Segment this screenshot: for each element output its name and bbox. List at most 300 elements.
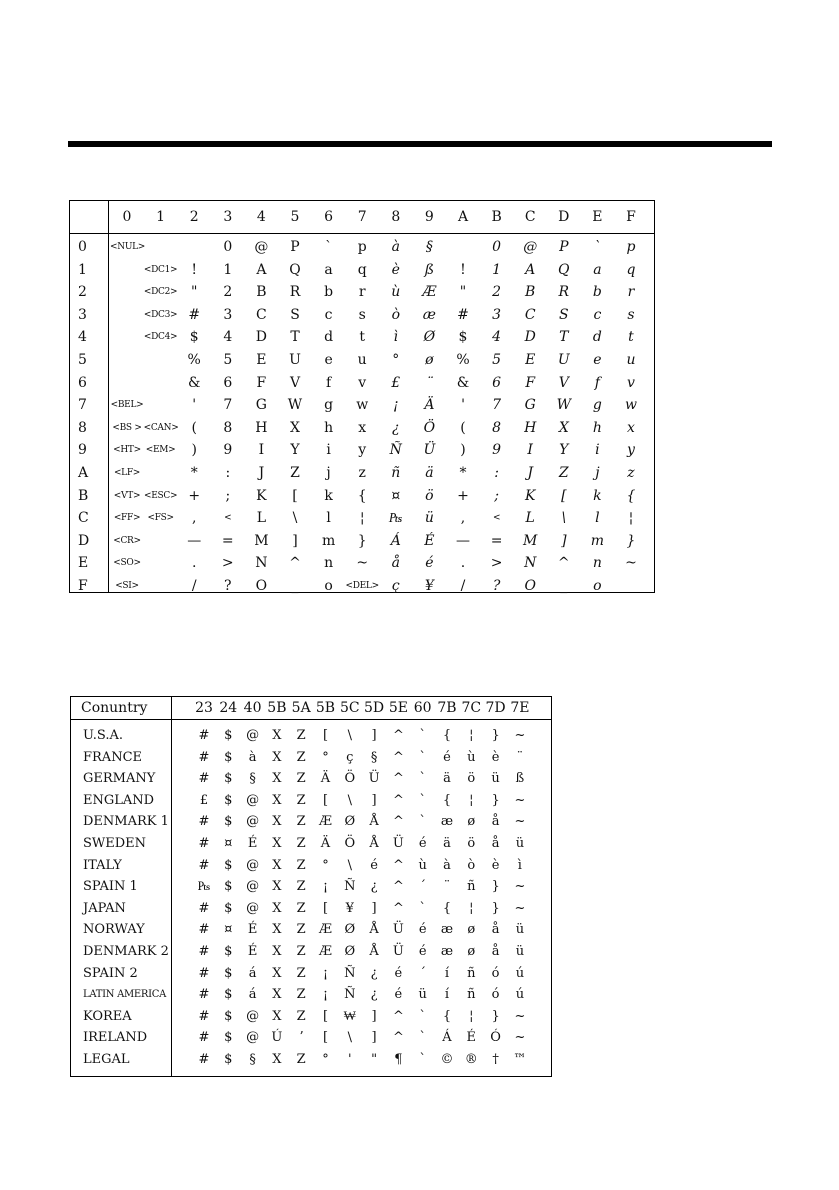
code-cell: , <box>191 510 197 527</box>
charset-cell: $ <box>224 814 233 830</box>
code-cell: Y <box>559 442 569 459</box>
charset-cell: ù <box>467 749 476 765</box>
code-cell: ì <box>393 329 399 346</box>
code-cell: D <box>524 329 536 346</box>
charset-cell: ¦ <box>469 792 474 808</box>
code-cell: m <box>321 532 336 549</box>
code-cell: & <box>456 374 470 391</box>
charset-cell: é <box>394 965 403 981</box>
code-cell: <LF> <box>113 468 141 478</box>
charset-cell: X <box>272 792 282 808</box>
row-header: 0 <box>78 239 87 255</box>
charset-cell: § <box>249 1052 256 1067</box>
row-header: 1 <box>78 261 87 278</box>
code-cell: # <box>457 306 469 323</box>
code-cell: ^ <box>557 555 570 572</box>
charset-cell: É <box>247 922 258 938</box>
charset-cell: Ü <box>392 836 404 851</box>
code-cell: ` <box>593 239 601 255</box>
charset-cell: Ü <box>368 771 380 787</box>
code-cell: = <box>221 532 234 549</box>
charset-cell: $ <box>224 965 233 981</box>
charset-cell: § <box>370 749 378 765</box>
charset-cell: ~ <box>514 900 526 916</box>
charset-cell: © <box>440 1052 454 1067</box>
code-cell: e <box>593 352 602 368</box>
charset-cell: # <box>198 836 210 851</box>
row-header: 6 <box>78 374 87 391</box>
charset-cell: [ <box>322 792 329 808</box>
charset-cell: ç <box>346 749 354 765</box>
code-cell: @ <box>254 239 269 255</box>
code-cell: l <box>326 510 331 527</box>
code-cell: A <box>525 261 536 278</box>
code-cell: } <box>626 532 636 549</box>
charset-cell: Á <box>442 1030 452 1046</box>
code-cell: E <box>525 352 536 368</box>
code-cell: w <box>356 397 369 414</box>
charset-cell: $ <box>224 792 233 808</box>
code-cell: <CAN> <box>143 422 179 433</box>
code-cell: ; <box>225 487 231 504</box>
code-cell: v <box>358 374 367 391</box>
code-cell: e <box>324 352 333 368</box>
charset-cell: @ <box>246 728 260 743</box>
code-cell: @ <box>523 239 538 255</box>
charset-cell: [ <box>322 1008 329 1024</box>
charset-cell: ^ <box>392 814 404 830</box>
charset-cell: å <box>491 922 500 938</box>
charset-cell: ü <box>515 944 525 959</box>
code-cell: 9 <box>223 442 233 459</box>
charset-cell: } <box>491 728 500 743</box>
charset-cell: # <box>198 749 210 765</box>
charset-cell: é <box>418 922 427 938</box>
charset-cell: @ <box>246 857 260 873</box>
international-charset-table <box>70 696 552 1077</box>
charset-cell: ` <box>419 1030 426 1046</box>
code-cell: s <box>627 306 635 323</box>
code-cell: d <box>324 329 334 346</box>
code-cell: l <box>595 510 600 527</box>
code-cell: <ESC> <box>143 490 178 501</box>
charset-cell: ` <box>419 728 426 743</box>
charset-cell: ʼ <box>299 1030 304 1046</box>
charset-cell: Ü <box>392 922 404 938</box>
charset-cell: ì <box>517 857 522 873</box>
code-cell: o <box>593 578 602 594</box>
code-cell: 6 <box>223 374 233 391</box>
hex-column-header: 24 <box>219 700 238 716</box>
charset-cell: ä <box>443 836 451 851</box>
charset-cell: ú <box>515 965 525 981</box>
charset-cell: X <box>272 771 282 787</box>
charset-cell: " <box>371 1052 378 1067</box>
code-cell: ¤ <box>391 487 401 504</box>
charset-cell: ¡ <box>322 879 329 895</box>
hex-column-header: 5B <box>267 700 287 716</box>
code-cell: M <box>254 532 269 549</box>
hex-column-header: 7E <box>510 700 530 716</box>
charset-cell: † <box>492 1052 499 1067</box>
code-cell: ` <box>325 239 333 255</box>
charset-cell: ` <box>419 771 426 787</box>
code-cell: § <box>425 239 433 255</box>
charset-cell: ¦ <box>469 728 474 743</box>
code-cell: ¥ <box>424 578 434 594</box>
code-cell: k <box>593 487 602 504</box>
code-cell: I <box>258 442 265 459</box>
charset-cell: Z <box>296 814 306 830</box>
code-cell: < <box>224 513 232 524</box>
table-divider <box>171 697 172 1076</box>
row-header: A <box>78 465 89 481</box>
charset-cell: ñ <box>467 965 476 981</box>
charset-cell: X <box>272 922 282 938</box>
charset-cell: @ <box>246 792 260 808</box>
charset-cell: § <box>249 771 256 787</box>
code-cell: <EM> <box>145 445 176 456</box>
code-cell: b <box>592 284 602 301</box>
charset-cell: æ <box>440 922 454 938</box>
charset-cell: X <box>272 728 282 743</box>
code-cell: ' <box>461 397 465 414</box>
code-cell: ~ <box>625 555 637 572</box>
code-cell: X <box>558 419 569 436</box>
charset-cell: # <box>198 922 210 938</box>
code-cell: <BEL> <box>110 400 144 411</box>
charset-cell: ¤ <box>224 836 233 851</box>
charset-cell: Å <box>369 836 379 851</box>
code-cell: < <box>492 513 501 524</box>
country-name: U.S.A. <box>83 728 123 743</box>
code-cell: S <box>559 306 569 323</box>
column-header: B <box>491 209 502 225</box>
code-cell: P <box>559 239 569 255</box>
row-header: 8 <box>78 419 87 436</box>
code-cell: ç <box>391 578 400 594</box>
code-cell: 5 <box>223 352 233 368</box>
code-cell: a <box>324 261 333 278</box>
charset-cell: $ <box>224 944 233 959</box>
code-cell: } <box>357 532 367 549</box>
charset-cell: ü <box>491 771 500 787</box>
code-cell: c <box>324 306 333 323</box>
code-cell: Æ <box>422 284 437 301</box>
charset-cell: ^ <box>392 857 404 873</box>
country-name: KOREA <box>83 1008 132 1024</box>
code-cell: n <box>592 555 602 572</box>
hex-column-header: 5A <box>291 700 311 716</box>
code-cell: O <box>524 578 536 594</box>
charset-cell: { <box>442 728 452 743</box>
charset-cell: Ø <box>344 814 356 830</box>
code-cell: o <box>324 578 333 594</box>
code-cell: ¿ <box>392 419 400 436</box>
charset-cell: \ <box>347 728 352 743</box>
column-header: 4 <box>256 209 266 225</box>
code-cell: ! <box>460 261 466 278</box>
code-cell: Á <box>390 532 401 549</box>
charset-cell: ° <box>322 1052 329 1067</box>
charset-cell: ] <box>371 1030 377 1046</box>
code-cell: J <box>527 465 533 481</box>
code-cell: = <box>490 532 503 549</box>
code-cell: _ <box>560 578 568 594</box>
charset-cell: Ö <box>344 771 356 787</box>
code-cell: g <box>592 397 602 414</box>
code-cell: 2 <box>223 284 233 301</box>
code-cell: G <box>524 397 536 414</box>
code-cell: u <box>357 352 367 368</box>
code-cell: h <box>324 419 334 436</box>
country-name: SPAIN 2 <box>83 965 138 981</box>
code-cell: _ <box>291 578 299 594</box>
character-code-table <box>69 200 655 593</box>
country-name: GERMANY <box>83 771 156 787</box>
code-cell: <DC4> <box>143 332 178 343</box>
charset-cell: É <box>466 1030 477 1046</box>
code-cell: / <box>191 578 197 594</box>
code-cell: 8 <box>492 419 502 436</box>
charset-cell: # <box>198 1052 210 1067</box>
charset-cell: { <box>442 792 452 808</box>
code-cell: [ <box>292 487 298 504</box>
code-cell: t <box>628 329 634 346</box>
code-cell: ' <box>192 397 197 414</box>
charset-cell: ñ <box>467 987 476 1003</box>
charset-cell: Æ <box>318 814 332 830</box>
code-cell: ò <box>391 306 401 323</box>
charset-cell: ø <box>467 922 476 938</box>
row-header: 9 <box>78 442 87 459</box>
code-cell: å <box>391 555 400 572</box>
charset-cell: X <box>272 814 282 830</box>
code-cell: f <box>326 374 332 391</box>
code-cell: x <box>358 419 367 436</box>
code-cell: ~ <box>356 555 369 572</box>
code-cell: ( <box>460 419 466 436</box>
charset-cell: ø <box>467 944 476 959</box>
column-header: 3 <box>223 209 233 225</box>
code-cell: <VT> <box>113 490 141 501</box>
charset-cell: ü <box>418 987 427 1003</box>
code-cell: / <box>460 578 466 594</box>
code-cell: 1 <box>223 261 233 278</box>
charset-cell: # <box>198 900 210 916</box>
code-cell: A <box>256 261 267 278</box>
charset-cell: É <box>247 944 258 959</box>
code-cell: <CR> <box>113 535 141 546</box>
code-cell: q <box>626 261 636 278</box>
charset-cell: X <box>272 749 282 765</box>
charset-cell: X <box>272 1052 282 1067</box>
charset-cell: à <box>443 857 451 873</box>
code-cell: g <box>324 397 334 414</box>
code-cell: ( <box>191 419 197 436</box>
charset-cell: Z <box>296 987 306 1003</box>
code-cell: n <box>324 555 334 572</box>
charset-cell: X <box>272 987 282 1003</box>
charset-cell: ^ <box>392 749 404 765</box>
column-header: 2 <box>189 209 199 225</box>
charset-cell: ` <box>419 814 426 830</box>
code-cell: \ <box>292 510 298 527</box>
code-cell: s <box>358 306 366 323</box>
country-name: LATIN AMERICA <box>83 989 167 1001</box>
charset-cell: [ <box>322 1030 329 1046</box>
code-cell: ä <box>425 465 434 481</box>
code-cell: 3 <box>223 306 233 323</box>
charset-cell: ~ <box>514 792 526 808</box>
charset-cell: } <box>491 792 500 808</box>
row-header: 5 <box>78 352 87 368</box>
charset-cell: \ <box>347 792 352 808</box>
charset-cell: ¤ <box>224 922 233 938</box>
code-cell: Z <box>558 465 569 481</box>
code-cell: c <box>593 306 602 323</box>
charset-cell: ' <box>348 1052 352 1067</box>
charset-cell: ¦ <box>469 1008 474 1024</box>
hex-column-header: 5E <box>388 700 408 716</box>
charset-cell: í <box>444 987 450 1003</box>
charset-cell: X <box>272 965 282 981</box>
charset-cell: Ü <box>392 944 404 959</box>
code-cell: * <box>190 465 198 481</box>
code-cell: : <box>225 465 231 481</box>
code-cell: ° <box>392 352 400 368</box>
code-cell: O <box>255 578 268 594</box>
code-cell: ^ <box>289 555 301 572</box>
charset-cell: \ <box>347 857 352 873</box>
code-cell: ñ <box>391 465 401 481</box>
code-cell: H <box>255 419 268 436</box>
charset-cell: Ä <box>320 771 331 787</box>
code-cell: f <box>594 374 600 391</box>
code-cell: . <box>191 555 197 572</box>
code-cell: ) <box>191 442 197 459</box>
charset-cell: ó <box>491 987 500 1003</box>
charset-cell: Ñ <box>344 879 356 895</box>
charset-cell: ß <box>515 771 525 787</box>
code-cell: " <box>459 284 467 301</box>
code-cell: W <box>287 397 303 414</box>
charset-cell: á <box>248 987 257 1003</box>
charset-cell: è <box>491 857 500 873</box>
charset-cell: í <box>444 965 450 981</box>
charset-cell: ù <box>418 857 427 873</box>
charset-cell: Z <box>296 728 306 743</box>
charset-cell: à <box>248 749 257 765</box>
column-header: E <box>592 209 603 225</box>
code-cell: w <box>625 397 637 414</box>
code-cell: G <box>255 397 267 414</box>
code-cell: u <box>626 352 636 368</box>
code-cell: # <box>188 306 201 323</box>
code-cell: Q <box>558 261 570 278</box>
code-cell: " <box>190 284 198 301</box>
code-cell: <SI> <box>115 581 139 591</box>
code-cell: Ñ <box>389 442 402 459</box>
charset-cell: [ <box>322 728 329 743</box>
country-name: DENMARK 2 <box>83 944 169 959</box>
code-cell: ? <box>224 578 232 594</box>
charset-cell: å <box>491 944 500 959</box>
charset-cell: é <box>418 836 427 851</box>
table-divider <box>70 233 654 234</box>
charset-cell: $ <box>224 1008 233 1024</box>
code-cell: <BS > <box>112 422 142 433</box>
code-cell: <DC2> <box>143 287 178 298</box>
code-cell: ù <box>391 284 401 301</box>
code-cell: ] <box>561 532 567 549</box>
charset-cell: ~ <box>514 728 526 743</box>
code-cell: p <box>626 239 636 255</box>
code-cell: ¦ <box>359 510 365 527</box>
charset-cell: $ <box>224 987 233 1003</box>
charset-cell: å <box>491 836 500 851</box>
code-cell: ö <box>425 487 434 504</box>
row-header: D <box>78 532 90 549</box>
code-cell: <DC1> <box>143 264 178 275</box>
code-cell: p <box>357 239 367 255</box>
code-cell: { <box>626 487 636 504</box>
code-cell: K <box>524 487 536 504</box>
code-cell: à <box>391 239 400 255</box>
code-cell: 2 <box>492 284 502 301</box>
charset-cell: ` <box>419 1052 426 1067</box>
hex-column-header: 7B <box>437 700 457 716</box>
row-header: B <box>78 487 89 504</box>
charset-cell: é <box>394 987 403 1003</box>
charset-cell: ó <box>491 965 500 981</box>
code-cell: £ <box>391 374 401 391</box>
charset-cell: $ <box>224 879 233 895</box>
column-header: 0 <box>122 209 132 225</box>
charset-cell: ] <box>371 1008 377 1024</box>
code-cell: j <box>326 465 331 481</box>
charset-cell: # <box>198 987 210 1003</box>
charset-cell: ñ <box>467 879 476 895</box>
code-cell: r <box>358 284 366 301</box>
charset-cell: ` <box>419 1008 426 1024</box>
code-cell: 7 <box>223 397 233 414</box>
charset-cell: ¦ <box>469 900 474 916</box>
code-cell: % <box>456 352 470 368</box>
charset-cell: ~ <box>514 879 526 895</box>
code-cell: k <box>324 487 333 504</box>
code-cell: i <box>326 442 331 459</box>
code-cell: z <box>627 465 635 481</box>
charset-cell: @ <box>246 814 260 830</box>
country-name: JAPAN <box>83 900 126 916</box>
code-cell: C <box>256 306 267 323</box>
code-cell: J <box>258 465 265 481</box>
code-cell: b <box>324 284 334 301</box>
code-cell: — <box>187 532 202 549</box>
code-cell: V <box>558 374 569 391</box>
code-cell: <FS> <box>147 513 174 524</box>
code-cell: { <box>357 487 367 504</box>
charset-cell: $ <box>224 1052 233 1067</box>
charset-cell: @ <box>246 1030 260 1046</box>
charset-cell: Z <box>296 771 306 787</box>
code-cell: ; <box>494 487 499 504</box>
code-cell: 5 <box>492 352 502 368</box>
code-cell: I <box>527 442 533 459</box>
charset-cell: Z <box>296 792 306 808</box>
charset-cell: Z <box>296 1008 306 1024</box>
